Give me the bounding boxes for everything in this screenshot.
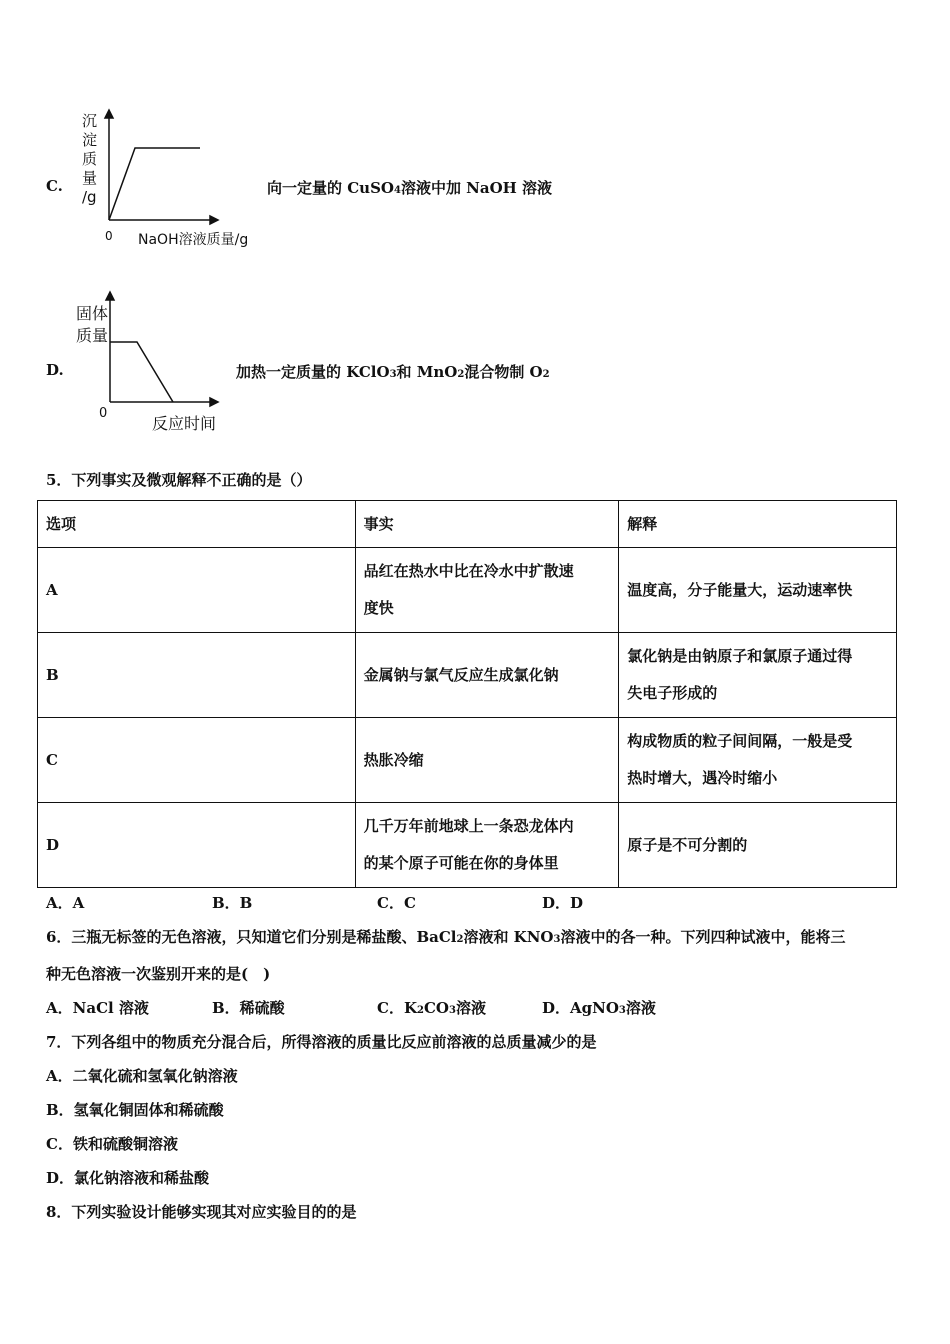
q5-option-b: B．B <box>212 894 253 912</box>
cell-option: C <box>38 718 356 803</box>
graph-c-line <box>109 148 200 220</box>
cell-option: D <box>38 803 356 888</box>
q7-stem: 7．下列各组中的物质充分混合后，所得溶液的质量比反应前溶液的总质量减少的是 <box>46 1033 597 1051</box>
table-row <box>38 633 897 718</box>
q8-stem: 8．下列实验设计能够实现其对应实验目的的是 <box>46 1203 357 1221</box>
graph-d-line <box>110 342 173 402</box>
graph-d-x-label: 反应时间 <box>152 414 217 433</box>
y-label-char: /g <box>82 188 97 206</box>
cell-explanation: 氯化钠是由钠原子和氯原子通过得 失电子形成的 <box>619 633 897 718</box>
q7-option-d: D．氯化钠溶液和稀盐酸 <box>46 1169 210 1187</box>
option-d-label: D. <box>46 361 64 379</box>
table-row <box>38 718 897 803</box>
cell-option: B <box>38 633 356 718</box>
cell-explanation: 构成物质的粒子间间隔，一般是受 热时增大，遇冷时缩小 <box>619 718 897 803</box>
y-label-char: 沉 <box>82 112 98 130</box>
q5-option-c: C．C <box>377 894 416 912</box>
option-c-label: C. <box>46 177 63 195</box>
cell-fact: 金属钠与氯气反应生成氯化钠 <box>355 633 619 718</box>
q7-option-c: C．铁和硫酸铜溶液 <box>46 1135 178 1153</box>
cell-explanation: 原子是不可分割的 <box>619 803 897 888</box>
header-fact: 事实 <box>355 501 619 548</box>
q6-option-b: B．稀硫酸 <box>212 999 285 1017</box>
option-d-desc: 加热一定质量的 KClO3和 MnO2混合物制 O2 <box>236 363 550 381</box>
graph-d-origin: 0 <box>99 406 108 421</box>
q6-stem-line1: 6．三瓶无标签的无色溶液，只知道它们分别是稀盐酸、BaCl2溶液和 KNO3溶液中的各一种。下列四种试液中，能将三 <box>46 928 846 946</box>
cell-fact: 几千万年前地球上一条恐龙体内 的某个原子可能在你的身体里 <box>355 803 619 888</box>
q5-table <box>37 500 897 888</box>
y-label-char: 淀 <box>82 131 98 149</box>
y-label-line: 固体 <box>76 304 109 323</box>
q6-stem-line2: 种无色溶液一次鉴别开来的是( ) <box>46 965 271 983</box>
q6-option-c: C．K2CO3溶液 <box>377 999 486 1017</box>
table-row <box>38 548 897 633</box>
graph-d-y-label <box>76 303 108 347</box>
q6-option-d: D．AgNO3溶液 <box>542 999 656 1017</box>
table-row <box>38 803 897 888</box>
option-c-desc: 向一定量的 CuSO4溶液中加 NaOH 溶液 <box>267 179 553 197</box>
cell-fact: 品红在热水中比在冷水中扩散速 度快 <box>355 548 619 633</box>
graph-c-x-label: NaOH溶液质量/g <box>138 232 249 248</box>
table-header-row <box>38 501 897 548</box>
cell-explanation: 温度高，分子能量大，运动速率快 <box>619 548 897 633</box>
graph-c <box>105 110 218 224</box>
q5-option-d: D．D <box>542 894 584 912</box>
graph-c-y-label <box>82 112 97 207</box>
q5-stem: 5．下列事实及微观解释不正确的是（） <box>46 471 312 489</box>
header-explanation: 解释 <box>619 501 897 548</box>
q5-option-a: A．A <box>46 894 85 912</box>
cell-fact: 热胀冷缩 <box>355 718 619 803</box>
graph-c-origin: 0 <box>105 229 113 243</box>
header-option: 选项 <box>38 501 356 548</box>
q6-option-a: A．NaCl 溶液 <box>46 999 149 1017</box>
cell-option: A <box>38 548 356 633</box>
y-label-char: 量 <box>82 169 98 187</box>
y-label-line: 质量 <box>76 326 109 345</box>
q7-option-a: A．二氧化硫和氢氧化钠溶液 <box>46 1067 238 1085</box>
graphs-svg <box>0 0 950 450</box>
y-label-char: 质 <box>82 150 98 168</box>
q7-option-b: B．氢氧化铜固体和稀硫酸 <box>46 1101 224 1119</box>
graph-d <box>106 292 218 406</box>
